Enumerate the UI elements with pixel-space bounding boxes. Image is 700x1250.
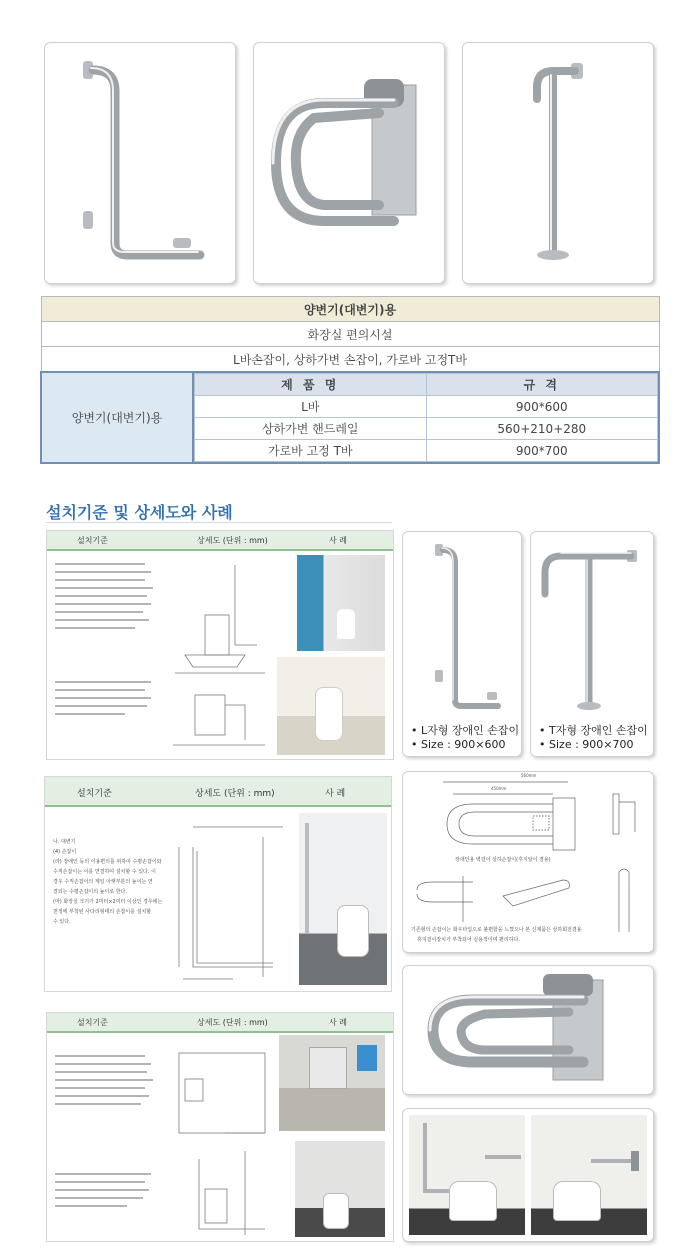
doc-col-example: 사 례	[329, 536, 347, 545]
doc-col-standard: 설치기준	[77, 1018, 108, 1027]
product-name-cell: 가로바 고정 T바	[195, 440, 427, 462]
spec-table-title: 양변기(대변기)용	[41, 297, 659, 322]
doc-col-detail: 상세도 (단위 : mm)	[197, 536, 268, 545]
installed-examples-card	[402, 1108, 654, 1242]
product-name-cell: 상하가변 핸드레일	[195, 418, 427, 440]
dim-top-label: 560mm	[521, 773, 537, 778]
t-bar-product-image	[463, 43, 653, 283]
doc-header	[47, 1013, 393, 1033]
l-bar-size: Size : 900×600	[421, 738, 506, 751]
handrail-detail-drawing	[173, 817, 301, 987]
installed-example-photo-1	[409, 1115, 525, 1235]
spec-table-items-summary: L바손잡이, 상하가변 손잡이, 가로바 고정T바	[41, 347, 659, 373]
installation-doc-panel-2	[44, 776, 392, 992]
folding-handrail-diagram-card	[402, 771, 654, 953]
diagram-note-2: 기존형의 손잡이는 화우타입으로 불편함을 느꼈으나 본 신제품은 상하회전겸용	[411, 927, 582, 933]
installation-doc-panel-1	[46, 530, 394, 760]
diagram-note-1: 장애인용 벽걸이 상하손잡이(후지알이 겸용)	[455, 857, 551, 863]
product-card-l-bar	[44, 42, 236, 284]
product-card-folding-bar	[253, 42, 445, 284]
section-title: 설치기준 및 상세도와 사례	[46, 503, 233, 522]
l-bar-product-image	[45, 43, 235, 283]
doc-header	[45, 777, 391, 807]
t-shaped-handrail-image	[531, 532, 653, 716]
installed-example-photo-2	[531, 1115, 647, 1235]
column-header-product-name: 제 품 명	[195, 374, 427, 396]
restroom-example-photo-2	[295, 1141, 385, 1237]
column-header-spec: 규 격	[426, 374, 658, 396]
product-spec-cell: 900*600	[426, 396, 658, 418]
handrail-example-photo	[299, 813, 387, 985]
spec-table-products	[194, 373, 658, 462]
doc-header	[47, 531, 393, 551]
toilet-example-photo-2	[277, 657, 385, 755]
spec-table-category: 화장실 편의시설	[41, 322, 659, 347]
l-bar-caption: L자형 장애인 손잡이	[421, 724, 520, 737]
spec-table	[40, 296, 660, 464]
dim-inner-label: 450mm	[491, 786, 507, 791]
doc-text-block: 나. 대변기 (4) 손잡이 (라) 장애인 등의 이용편의를 위하여 수평손잡이와 수직손잡이는 이를 연결하여 설치할 수 있다. 이 경우 수직손잡이의 제일 아랫부분의 높이는 연 결되는 수평손잡이의 높이로 한다. (마) 화장실 크기가 2미터×2미터 이상인 경우에는 천정에 부착된 사다리형태의 손잡이를 설치할 수 있다.	[53, 839, 163, 925]
t-bar-caption: T자형 장애인 손잡이	[549, 724, 648, 737]
toilet-detail-drawing	[165, 555, 273, 755]
spec-table-group-label: 양변기(대변기)용	[41, 372, 193, 463]
toilet-example-photo-1	[297, 555, 385, 651]
folding-handrail-photo	[403, 966, 653, 1094]
section-divider	[46, 522, 392, 523]
product-card-t-bar-floor	[462, 42, 654, 284]
product-spec-cell: 560+210+280	[426, 418, 658, 440]
restroom-example-photo-1	[279, 1035, 385, 1131]
doc-col-example: 사 례	[329, 1018, 347, 1027]
l-shaped-handrail-image	[403, 532, 521, 716]
diagram-note-3: 휴지걸이장치가 부착되어 실용적이며 편리하다.	[417, 937, 520, 943]
doc-col-standard: 설치기준	[77, 789, 112, 799]
product-card-l-shaped-handrail: • L자형 장애인 손잡이 • Size : 900×600	[402, 531, 522, 757]
product-name-cell: L바	[195, 396, 427, 418]
doc-col-detail: 상세도 (단위 : mm)	[197, 1018, 268, 1027]
installation-doc-panel-3	[46, 1012, 394, 1242]
table-row	[195, 440, 658, 462]
product-spec-cell: 900*700	[426, 440, 658, 462]
table-row	[195, 418, 658, 440]
folding-bar-product-image	[254, 43, 444, 283]
folding-handrail-photo-card	[402, 965, 654, 1095]
floorplan-detail-drawing	[165, 1039, 277, 1239]
doc-col-detail: 상세도 (단위 : mm)	[195, 789, 275, 799]
doc-col-example: 사 례	[325, 789, 346, 799]
doc-col-standard: 설치기준	[77, 536, 108, 545]
t-bar-size: Size : 900×700	[549, 738, 634, 751]
product-card-t-shaped-handrail: • T자형 장애인 손잡이 • Size : 900×700	[530, 531, 654, 757]
table-row	[195, 396, 658, 418]
